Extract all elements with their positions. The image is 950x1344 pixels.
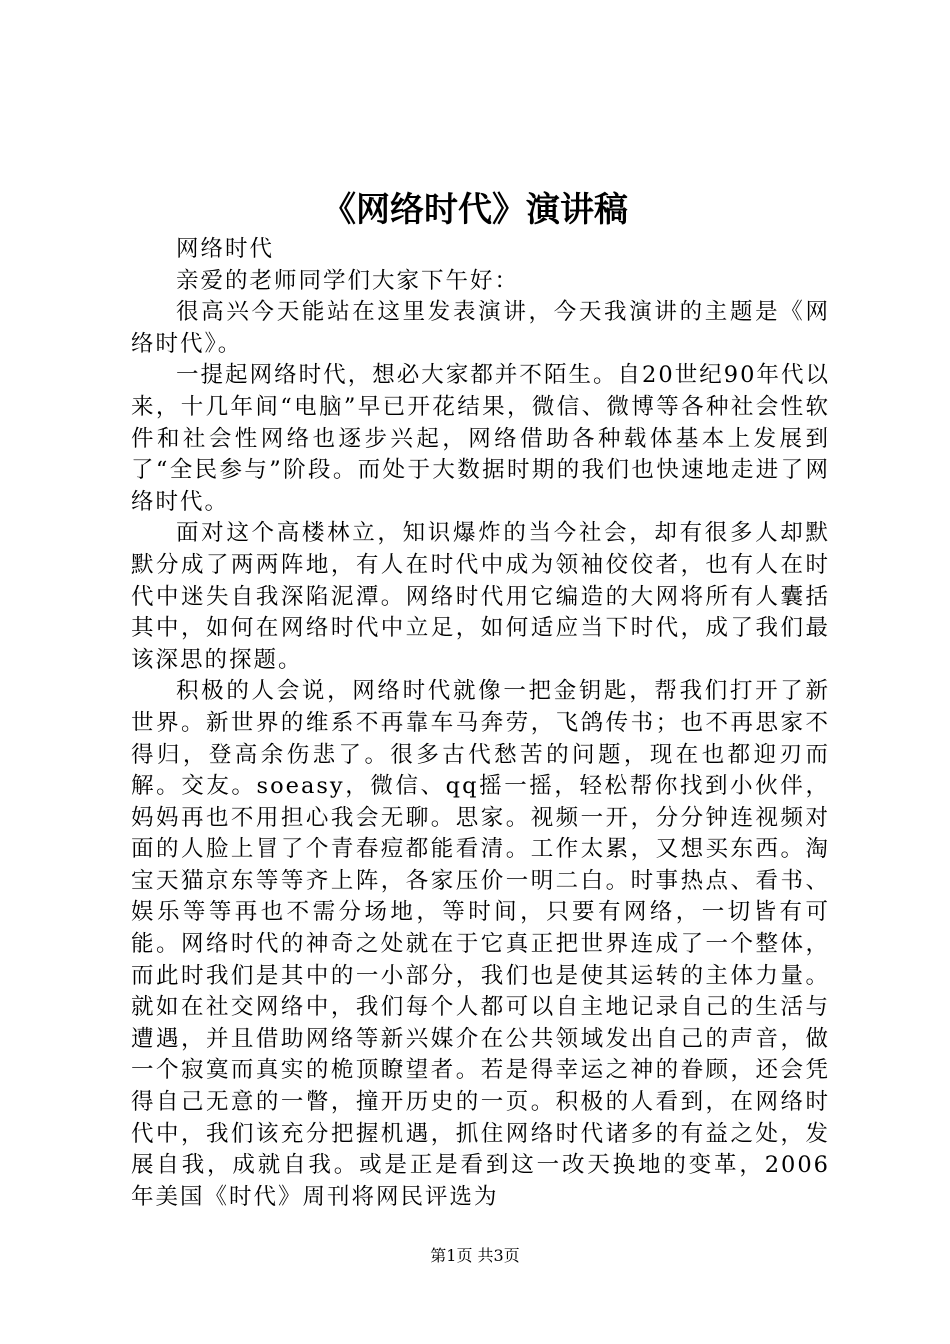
paragraph-greeting: 亲爱的老师同学们大家下午好：	[176, 267, 520, 294]
paragraph-history: 一提起网络时代，想必大家都并不陌生。自20世纪90年代以来，十几年间“电脑”早已开花结果，微信、微博等各种社会性软件和社会性网络也逐步兴起，网络借助各种载体基本上发展到了“全民参与”阶段。而处于大数据时期的我们也快速地走进了网络时代。	[131, 362, 830, 515]
paragraph-positive: 积极的人会说，网络时代就像一把金钥匙，帮我们打开了新世界。新世界的维系不再靠车马奔劳，飞鸽传书；也不再思家不得归，登高余伤悲了。很多古代愁苦的问题，现在也都迎刃而解。交友。soeasy，微信、qq摇一摇，轻松帮你找到小伙伴，妈妈再也不用担心我会无聊。思家。视频一开，分分钟连视频对面的人脸上冒了个青春痘都能看清。工作太累，又想买东西。淘宝天猫京东等等齐上阵，各家压价一明二白。时事热点、看书、娱乐等等再也不需分场地，等时间，只要有网络，一切皆有可能。网络时代的神奇之处就在于它真正把世界连成了一个整体，而此时我们是其中的一小部分，我们也是使其运转的主体力量。就如在社交网络中，我们每个人都可以自主地记录自己的生活与遭遇，并且借助网络等新兴媒介在公共领域发出自己的声音，做一个寂寞而真实的桅顶瞭望者。若是得幸运之神的眷顾，还会凭得自己无意的一瞥，撞开历史的一页。积极的人看到，在网络时代中，我们该充分把握机遇，抓住网络时代诸多的有益之处，发展自我，成就自我。或是正是看到这一改天换地的变革，2006年美国《时代》周刊将网民评选为	[131, 678, 830, 1210]
page-footer: 第1页 共3页	[430, 1246, 520, 1265]
document-title: 《网络时代》演讲稿	[322, 190, 628, 230]
document-body	[131, 234, 830, 1213]
paragraph-heading: 网络时代	[176, 236, 275, 262]
paragraph-society: 面对这个高楼林立，知识爆炸的当今社会，却有很多人却默默分成了两两阵地，有人在时代中成为领袖佼佼者，也有人在时代中迷失自我深陷泥潭。网络时代用它编造的大网将所有人囊括其中，如何在网络时代中立足，如何适应当下时代，成了我们最该深思的探题。	[131, 520, 830, 673]
paragraph-intro: 很高兴今天能站在这里发表演讲，今天我演讲的主题是《网络时代》。	[131, 299, 830, 357]
